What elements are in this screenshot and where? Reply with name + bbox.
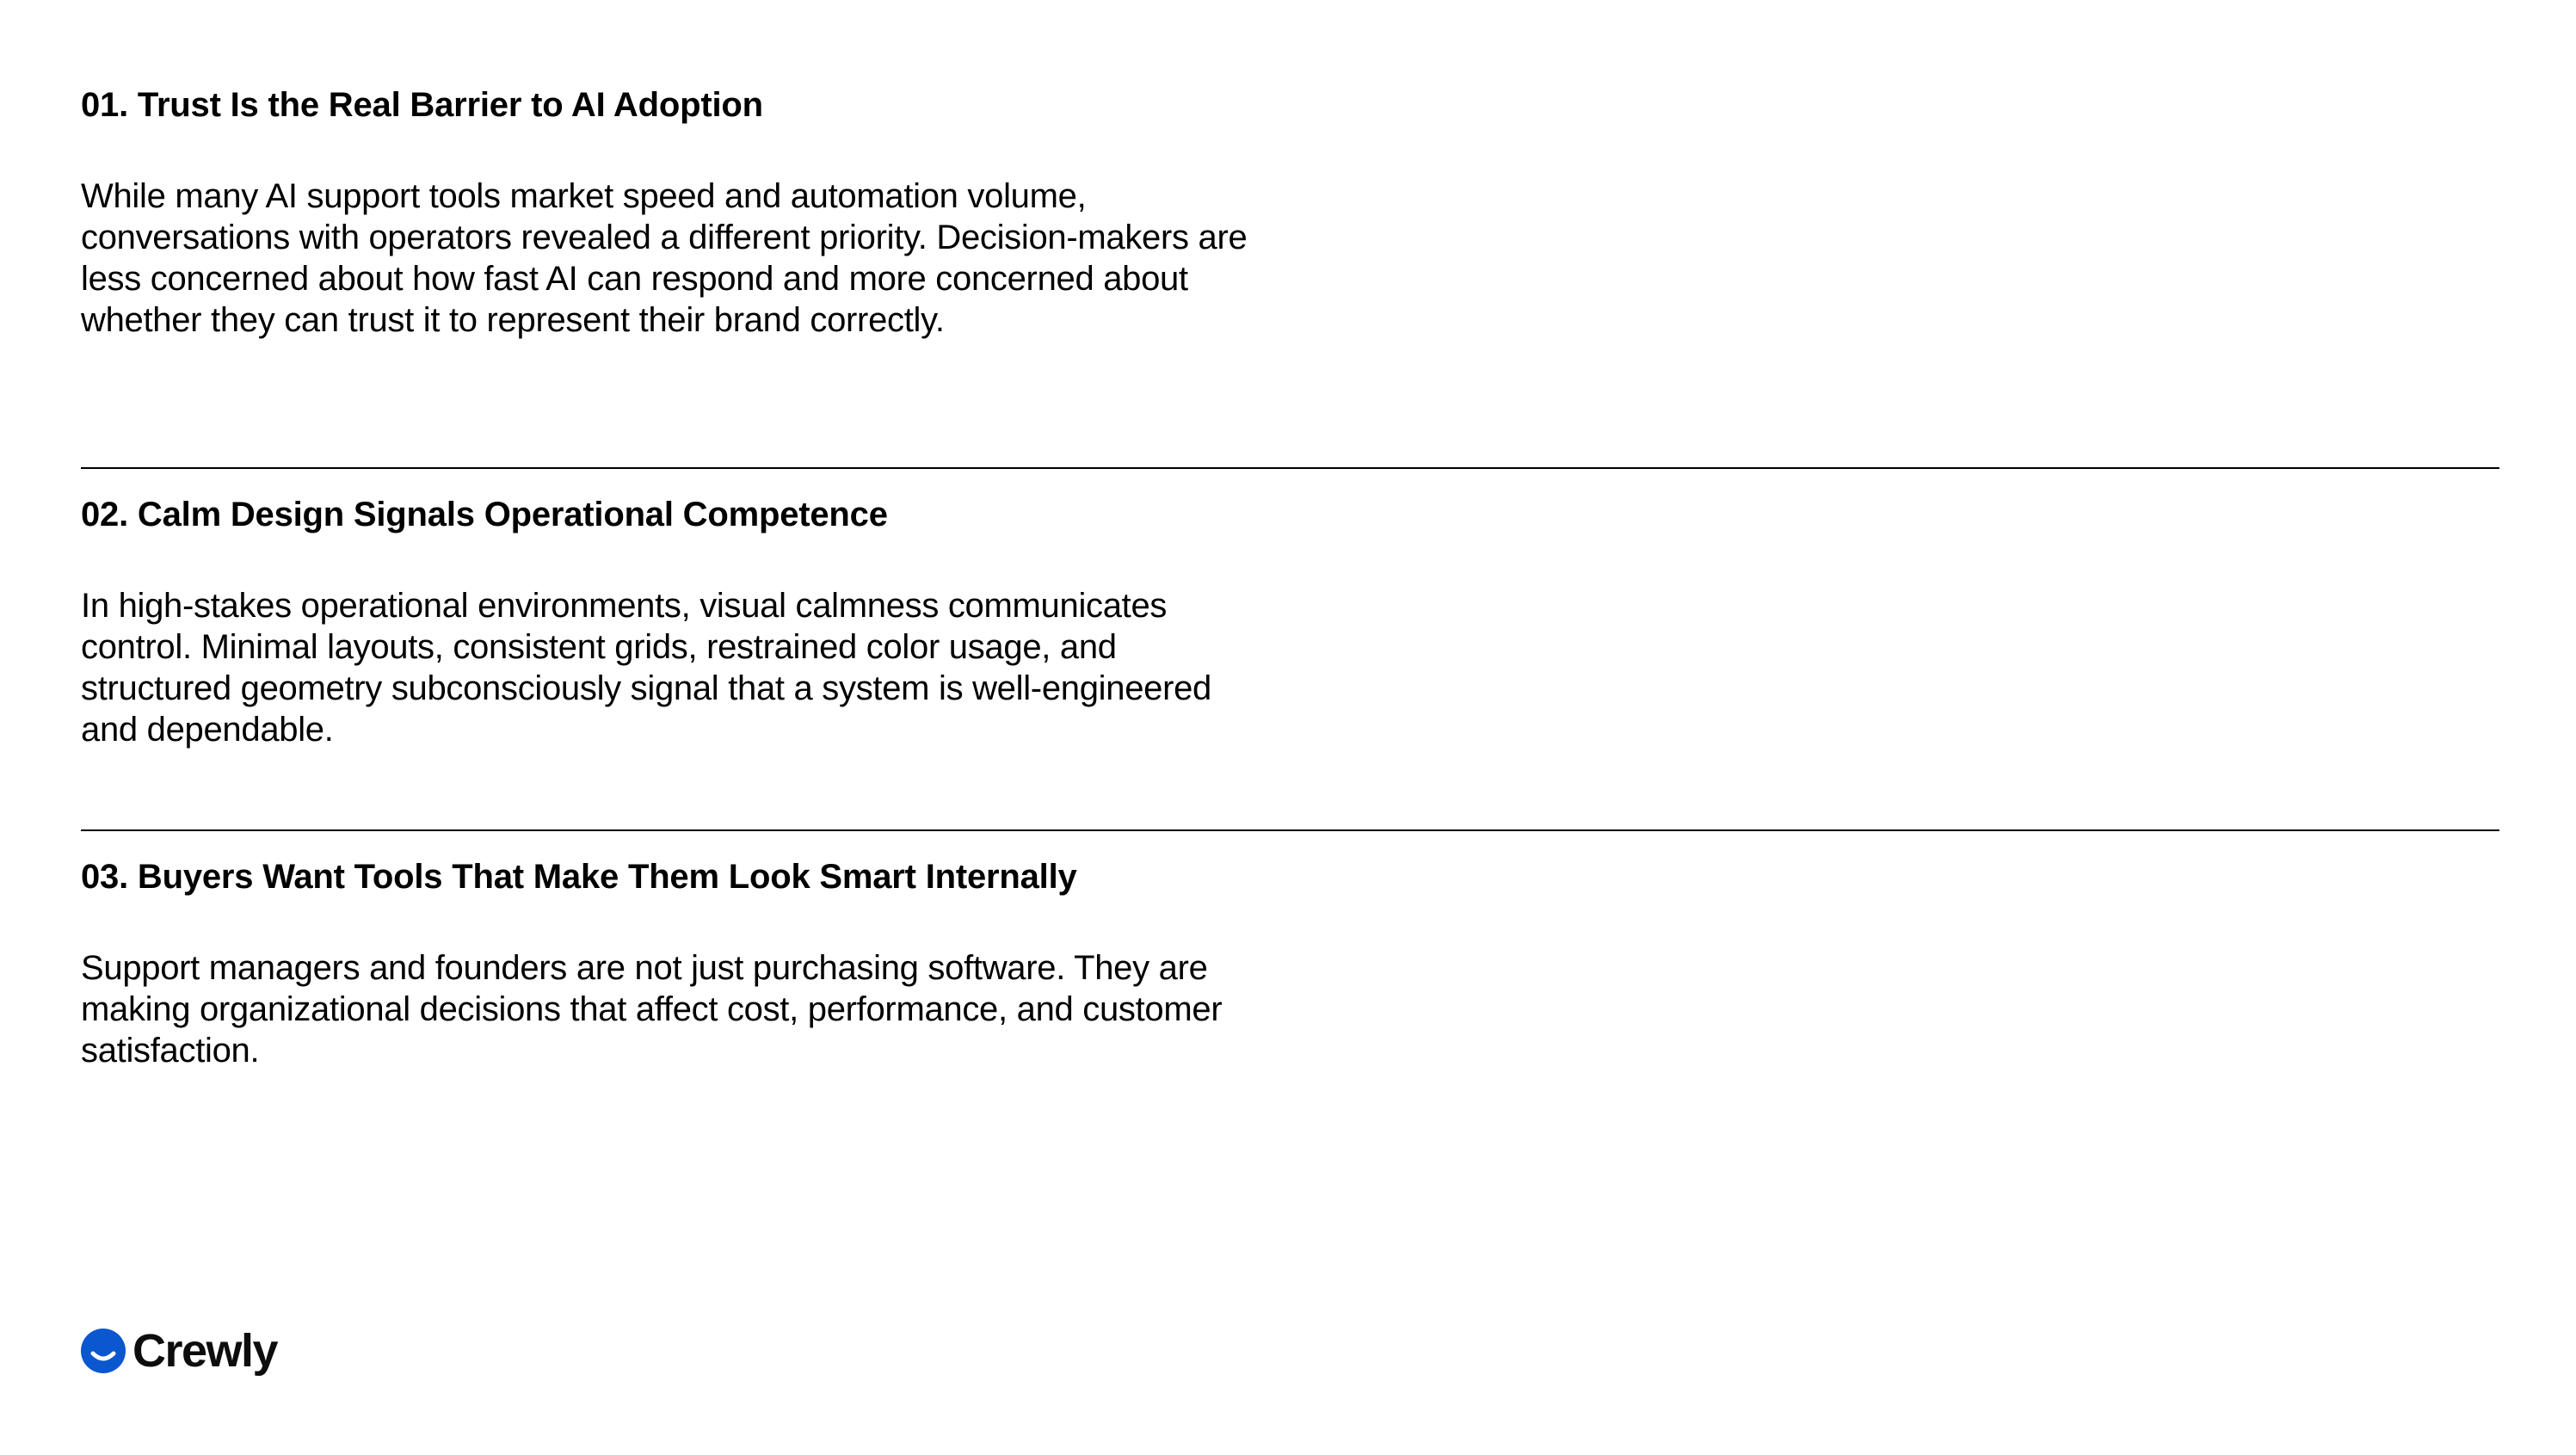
section-divider [81,467,2499,469]
brand-name: Crewly [132,1325,278,1377]
insight-section-1 [81,83,2499,341]
insight-body: In high-stakes operational environments, visual calmness communicates control. Minimal layouts, consistent grids, restrained color usage, and structured geometry subconsciously signal that a system is well-engineered and dependable. [81,587,1211,749]
insight-section-3 [81,854,2499,1071]
insight-section-2 [81,492,2499,750]
insight-body: Support managers and founders are not just purchasing software. They are making organizational decisions that affect cost, performance, and customer satisfaction. [81,949,1223,1070]
insight-title: 03. Buyers Want Tools That Make Them Look Smart Internally [81,858,1077,896]
brand-logo [81,1323,277,1378]
insight-body: While many AI support tools market speed and automation volume, conversations with operators revealed a different priority. Decision-makers are less concerned about how fast AI can respond and more concerned about whether they can trust it to represent their brand correctly. [81,177,1248,339]
insight-title: 02. Calm Design Signals Operational Competence [81,496,888,533]
smile-circle-icon [81,1329,126,1373]
insight-title: 01. Trust Is the Real Barrier to AI Adoption [81,86,763,124]
section-divider [81,829,2499,831]
